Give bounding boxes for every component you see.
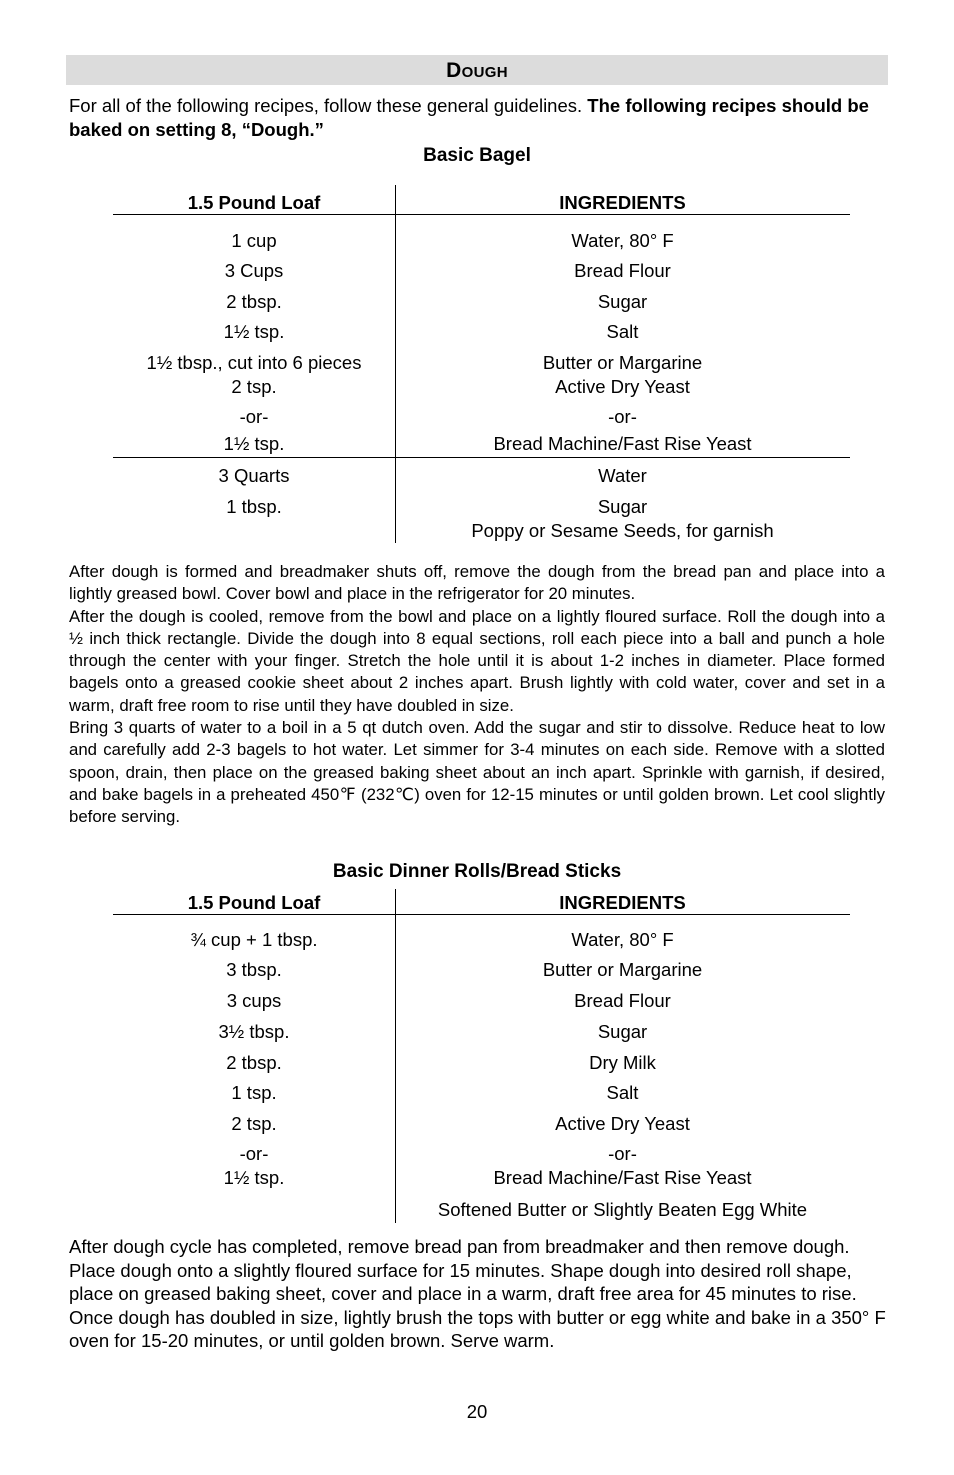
rolls-amount: 2 tsp. bbox=[231, 1113, 277, 1134]
section-title: Dough bbox=[446, 59, 508, 82]
page-number: 20 bbox=[466, 1401, 488, 1422]
rolls-amount: ¾ cup + 1 tbsp. bbox=[190, 929, 318, 950]
bagel-ingredient: Poppy or Sesame Seeds, for garnish bbox=[471, 520, 774, 541]
rolls-amount: 1½ tsp. bbox=[223, 1167, 285, 1188]
rolls-header-amount: 1.5 Pound Loaf bbox=[187, 892, 321, 913]
rolls-ingredient: -or- bbox=[608, 1143, 637, 1164]
rolls-ingredient: Bread Flour bbox=[574, 990, 671, 1011]
bagel-instruction-paragraph: After the dough is cooled, remove from the bowl and place on a lightly floured surface. Roll the dough into a ½ inch thick rectangle. Divide the dough into 8 equal sections, roll each piece into a ball and punch a hole through the center with your finger. Stretch the hole until it is about 1-2 inches in diameter. Place formed bagels onto a greased cookie sheet about 2 inches apart. Brush lightly with cold water, cover and set in a warm, draft free room to rise until they have doubled in size. bbox=[69, 606, 885, 715]
bagel-ingredient: Butter or Margarine bbox=[542, 352, 703, 373]
bagel-amount: 1½ tbsp., cut into 6 pieces bbox=[146, 352, 362, 373]
rolls-ingredient: Water, 80° F bbox=[571, 929, 674, 950]
rolls-amount: 3½ tbsp. bbox=[218, 1021, 290, 1042]
rolls-amount: 3 tbsp. bbox=[226, 959, 282, 980]
rolls-ingredient: Softened Butter or Slightly Beaten Egg White bbox=[437, 1199, 808, 1220]
bagel-recipe-title: Basic Bagel bbox=[423, 145, 531, 166]
intro-text: For all of the following recipes, follow these general guidelines. bbox=[69, 95, 588, 116]
bagel-ingredient: Bread Machine/Fast Rise Yeast bbox=[493, 433, 752, 454]
bagel-ingredient: Salt bbox=[606, 321, 639, 342]
bagel-amount: 2 tbsp. bbox=[226, 291, 282, 312]
bagel-amount: 2 tsp. bbox=[231, 376, 277, 397]
intro-paragraph bbox=[69, 94, 889, 142]
section-header-band bbox=[66, 55, 888, 85]
rolls-amount: 3 cups bbox=[226, 990, 282, 1011]
bagel-amount: 3 Cups bbox=[224, 260, 284, 281]
rolls-header-ingredients: INGREDIENTS bbox=[559, 892, 686, 913]
rolls-recipe-title: Basic Dinner Rolls/Bread Sticks bbox=[332, 861, 622, 882]
bagel-ingredient: Water bbox=[598, 465, 647, 486]
bagel-instruction-paragraph: Bring 3 quarts of water to a boil in a 5 qt dutch oven. Add the sugar and stir to dissolve. Reduce heat to low and carefully add 2-3 bagels to hot water. Let simmer for 3-4 minutes on each side. Remove with a slotted spoon, drain, then place on the greased baking sheet about an inch apart. Sprinkle with garnish, if desired, and bake bagels in a preheated 450℉ (232℃) oven for 12-15 minutes or until golden brown. Let cool slightly before serving. bbox=[69, 718, 885, 827]
bagel-header-amount: 1.5 Pound Loaf bbox=[187, 192, 321, 213]
rolls-ingredient: Salt bbox=[606, 1082, 639, 1103]
rolls-ingredient: Butter or Margarine bbox=[542, 959, 703, 980]
bagel-ingredient: Sugar bbox=[597, 291, 648, 312]
bagel-header-rule bbox=[113, 214, 850, 215]
intro-bold-text: The following recipes should be baked on setting 8, “Dough.” bbox=[69, 95, 869, 140]
bagel-amount: -or- bbox=[239, 406, 269, 427]
bagel-amount: 3 Quarts bbox=[218, 465, 290, 486]
bagel-amount: 1 tbsp. bbox=[226, 496, 282, 517]
rolls-amount: 2 tbsp. bbox=[226, 1052, 282, 1073]
rolls-ingredient: Active Dry Yeast bbox=[555, 1113, 690, 1134]
rolls-header-rule bbox=[113, 914, 850, 915]
bagel-amount: 1 cup bbox=[231, 230, 277, 251]
rolls-instructions: After dough cycle has completed, remove bread pan from breadmaker and then remove dough. Place dough onto a slightly floured surface for 15 minutes. Shape dough into desired roll shape, place on greased baking sheet, cover and place in a warm, draft free area for 45 minutes to rise. Once dough has doubled in size, lightly brush the tops with butter or egg white and bake in a 350° F oven for 15-20 minutes, or until golden brown. Serve warm. bbox=[69, 1236, 886, 1352]
rolls-ingredient: Sugar bbox=[597, 1021, 648, 1042]
bagel-ingredient: -or- bbox=[608, 406, 637, 427]
bagel-group-rule bbox=[113, 457, 850, 458]
rolls-ingredient: Bread Machine/Fast Rise Yeast bbox=[493, 1167, 752, 1188]
bagel-ingredient: Water, 80° F bbox=[571, 230, 674, 251]
bagel-ingredient: Active Dry Yeast bbox=[555, 376, 690, 397]
bagel-header-ingredients: INGREDIENTS bbox=[559, 192, 686, 213]
bagel-ingredient: Sugar bbox=[597, 496, 648, 517]
rolls-ingredient: Dry Milk bbox=[589, 1052, 656, 1073]
bagel-amount: 1½ tsp. bbox=[223, 321, 285, 342]
rolls-amount: 1 tsp. bbox=[231, 1082, 277, 1103]
bagel-instruction-paragraph: After dough is formed and breadmaker shuts off, remove the dough from the bread pan and place into a lightly greased bowl. Cover bowl and place in the refrigerator for 20 minutes. bbox=[69, 562, 885, 604]
rolls-amount: -or- bbox=[239, 1143, 269, 1164]
bagel-amount: 1½ tsp. bbox=[223, 433, 285, 454]
bagel-instructions bbox=[69, 561, 885, 829]
bagel-ingredient: Bread Flour bbox=[574, 260, 671, 281]
